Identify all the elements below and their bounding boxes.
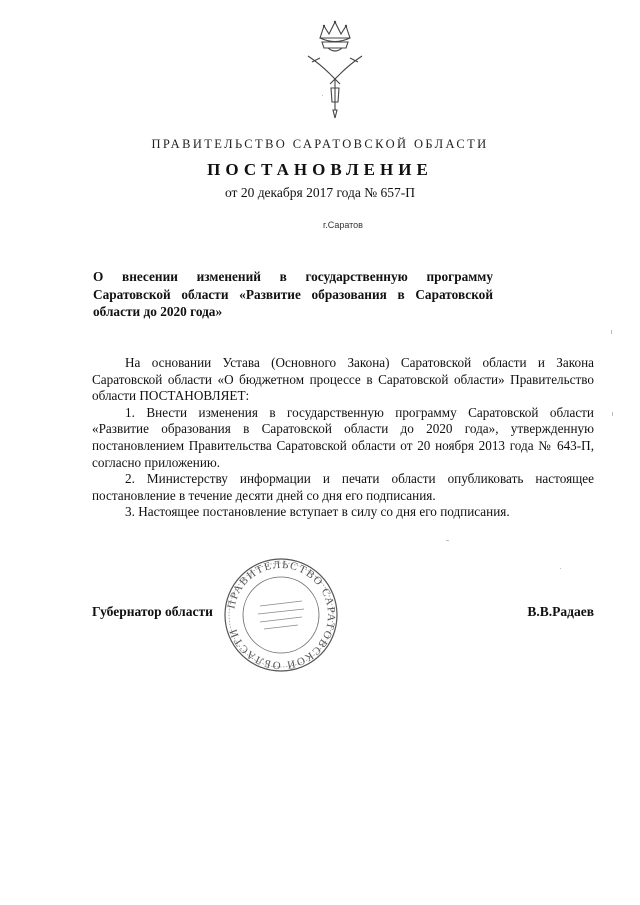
coat-of-arms-emblem — [300, 18, 370, 128]
seal-outer-text: ПРАВИТЕЛЬСТВО САРАТОВСКОЙ ОБЛАСТИ — [225, 558, 338, 672]
signatory-title: Губернатор области — [92, 604, 213, 619]
preamble-paragraph: На основании Устава (Основного Закона) Саратовской области и Закона Саратовской области «О бюджетном процессе в Саратовской области» Правительство области ПОСТАНОВЛЯЕТ: — [92, 355, 594, 404]
document-body — [92, 355, 594, 521]
scan-speck — [611, 330, 612, 334]
document-type-title: ПОСТАНОВЛЕНИЕ — [207, 160, 433, 179]
document-subject: О внесении изменений в государственную программу Саратовской области «Развитие образования в Саратовской области до 2020 года» — [93, 269, 493, 319]
signature-block — [92, 604, 594, 624]
scan-speck — [322, 95, 323, 96]
scan-speck — [612, 412, 613, 416]
item-3-paragraph: 3. Настоящее постановление вступает в силу со дня его подписания. — [125, 504, 510, 520]
item-1-paragraph: 1. Внести изменения в государственную программу Саратовской области «Развитие образования в Саратовской области до 2020 года», утвержденную постановлением Правительства Саратовской области от 20 ноября 2013 года № 643-П, согласно приложению. — [92, 404, 594, 470]
document-date-number: от 20 декабря 2017 года № 657-П — [224, 185, 416, 200]
scan-speck — [446, 540, 449, 541]
document-city: г.Саратов — [323, 220, 363, 230]
government-name: ПРАВИТЕЛЬСТВО САРАТОВСКОЙ ОБЛАСТИ — [151, 137, 489, 151]
item-2-paragraph: 2. Министерству информации и печати области опубликовать настоящее постановление в течение десяти дней со дня его подписания. — [92, 471, 594, 503]
signatory-name: В.В.Радаев — [527, 604, 594, 619]
scan-speck — [560, 568, 561, 569]
